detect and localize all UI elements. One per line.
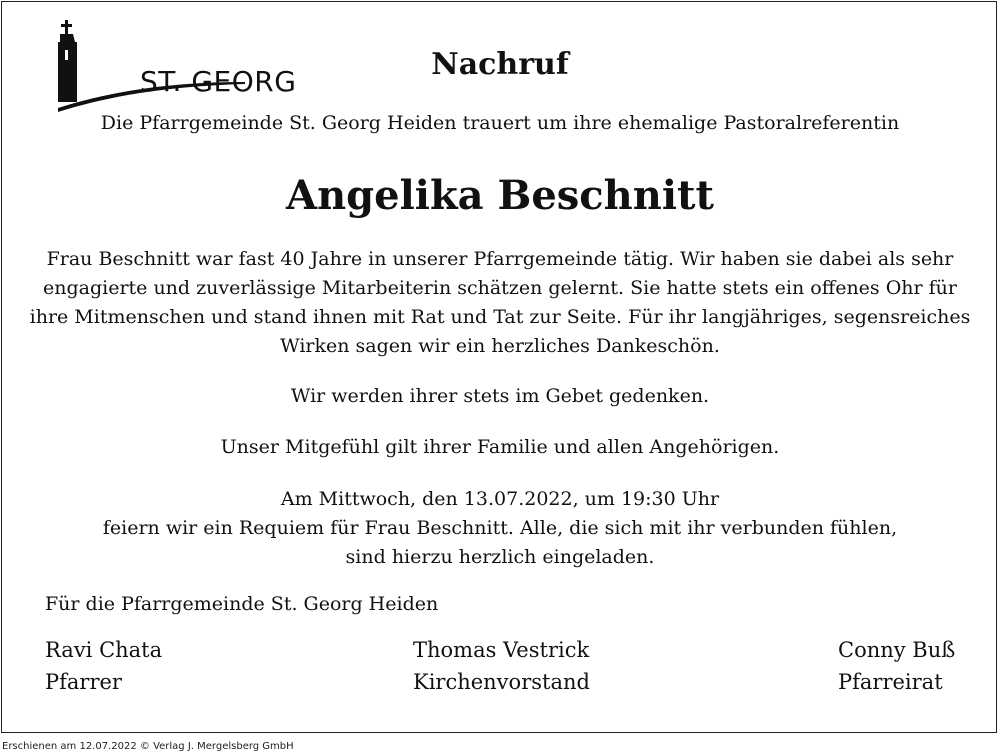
- tribute-paragraph: [0, 245, 1000, 361]
- sympathy-line: Unser Mitgefühl gilt ihrer Familie und allen Angehörigen.: [220, 436, 780, 458]
- requiem-paragraph: [0, 485, 1000, 572]
- requiem-line: feiern wir ein Requiem für Frau Beschnitt. Alle, die sich mit ihr verbunden fühlen,: [102, 517, 898, 539]
- tribute-line: ihre Mitmenschen und stand ihnen mit Rat und Tat zur Seite. Für ihr langjähriges, segensreiches: [29, 306, 971, 328]
- publication-footer: Erschienen am 12.07.2022 © Verlag J. Mergelsberg GmbH: [2, 741, 294, 752]
- signature-role: Pfarreirat: [838, 670, 943, 694]
- signature-role: Pfarrer: [45, 670, 122, 694]
- signature-name: Thomas Vestrick: [413, 638, 590, 662]
- tribute-line: engagierte und zuverlässige Mitarbeiterin schätzen gelernt. Sie hatte stets ein offenes Ohr für: [42, 277, 957, 299]
- logo-text: ST. GEORG: [140, 65, 297, 98]
- tribute-line: Wirken sagen wir ein herzliches Dankeschön.: [280, 335, 720, 357]
- intro-line: Die Pfarrgemeinde St. Georg Heiden trauert um ihre ehemalige Pastoralreferentin: [100, 112, 900, 134]
- signature-block: [45, 634, 162, 698]
- tribute-line: Frau Beschnitt war fast 40 Jahre in unserer Pfarrgemeinde tätig. Wir haben sie dabei als sehr: [46, 248, 954, 270]
- signature-block: [838, 634, 955, 698]
- requiem-line: Am Mittwoch, den 13.07.2022, um 19:30 Uhr: [280, 488, 720, 510]
- requiem-line: sind hierzu herzlich eingeladen.: [345, 546, 655, 568]
- signature-name: Conny Buß: [838, 638, 956, 662]
- on-behalf-line: Für die Pfarrgemeinde St. Georg Heiden: [45, 593, 439, 615]
- page-title: Nachruf: [431, 47, 569, 82]
- signature-name: Ravi Chata: [45, 638, 163, 662]
- prayer-line: Wir werden ihrer stets im Gebet gedenken.: [290, 385, 710, 407]
- signature-block: [413, 634, 590, 698]
- deceased-name: Angelika Beschnitt: [286, 172, 714, 219]
- signature-role: Kirchenvorstand: [413, 670, 590, 694]
